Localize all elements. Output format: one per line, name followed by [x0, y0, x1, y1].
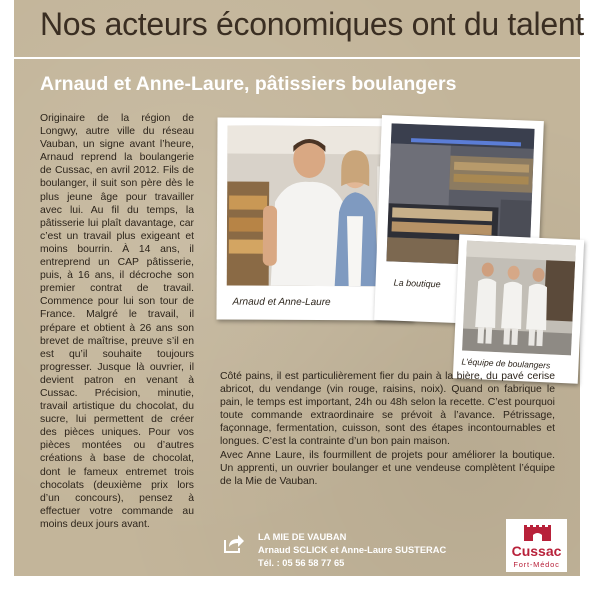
headline-divider — [14, 57, 580, 59]
photo-caption: Arnaud et Anne-Laure — [232, 296, 331, 309]
article-right-column — [220, 370, 555, 488]
article-left-column: Originaire de la région de Longwy, autre ville du réseau Vauban, un signe avant l’heure, Arnaud reprend la boulangerie de Cussac, en avril 2012. Fils de boulanger, il suit son père dès le plus jeune âge pour travailler avec lui. Au fil du temps, la pâtisserie lui plaît davantage, car c’est un travail plus exigeant et moins bourrin. À 14 ans, il entreprend un CAP pâtisserie, puis, à 16 ans, il décroche son premier contrat de travail. Commence pour lui son tour de France. Malgré le travail, il prépare et obtient à 26 ans son brevet de maîtrise, preuve s’il en est qu’il souhaite toujours progresser. Jusque là ouvrier, il devient patron en venant à Cussac. Précision, minutie, travail artistique du chocolat, du sucre, lui permettent de créer des pièces uniques. Pour vos pièces montées ou d’autres créations à base de chocolat, dont le fameux entremet trois chocolats (deuxième prix lors d’un concours), pensez à effectuer votre commande au moins deux jours avant. — [40, 113, 194, 530]
business-name: LA MIE DE VAUBAN — [258, 532, 347, 542]
cussac-logo — [506, 519, 567, 572]
contact-block — [258, 531, 446, 570]
phone-number: Tél. : 05 56 58 77 65 — [258, 558, 345, 568]
photo-caption: L’équipe de boulangers — [461, 356, 551, 371]
svg-text:Cussac: Cussac — [511, 543, 562, 559]
bakers-team-image — [462, 241, 576, 356]
headline: Nos acteurs économiques ont du talent — [40, 6, 584, 42]
owners-names: Arnaud SCLICK et Anne-Laure SUSTERAC — [258, 545, 447, 555]
photo-equipe — [453, 234, 584, 384]
share-arrow-icon — [222, 531, 246, 555]
paragraph: Côté pains, il est particulièrement fier du pain à la bière, du pavé cerise abricot, du vendange (vin rouge, raisins, noix). Quand on fabrique le pain, le temps est important, 24h ou 48h selon la recette. C’est pourquoi toute commande extraordinaire se prévoit à l’avance. Pétrissage, façonnage, fermentation, cuisson, sont des étapes incontournables et longues. C’est la contrainte d’un bon pain maison. — [220, 371, 555, 448]
photo-caption: La boutique — [393, 277, 441, 290]
article-title: Arnaud et Anne-Laure, pâtissiers boulangers — [40, 73, 457, 95]
paragraph: Avec Anne Laure, ils fourmillent de projets pour améliorer la boutique. Un apprenti, un ouvrier boulanger et une vendeuse complètent l’équipe de la Mie de Vauban. — [220, 449, 555, 487]
svg-text:Fort-Médoc: Fort-Médoc — [513, 560, 560, 569]
